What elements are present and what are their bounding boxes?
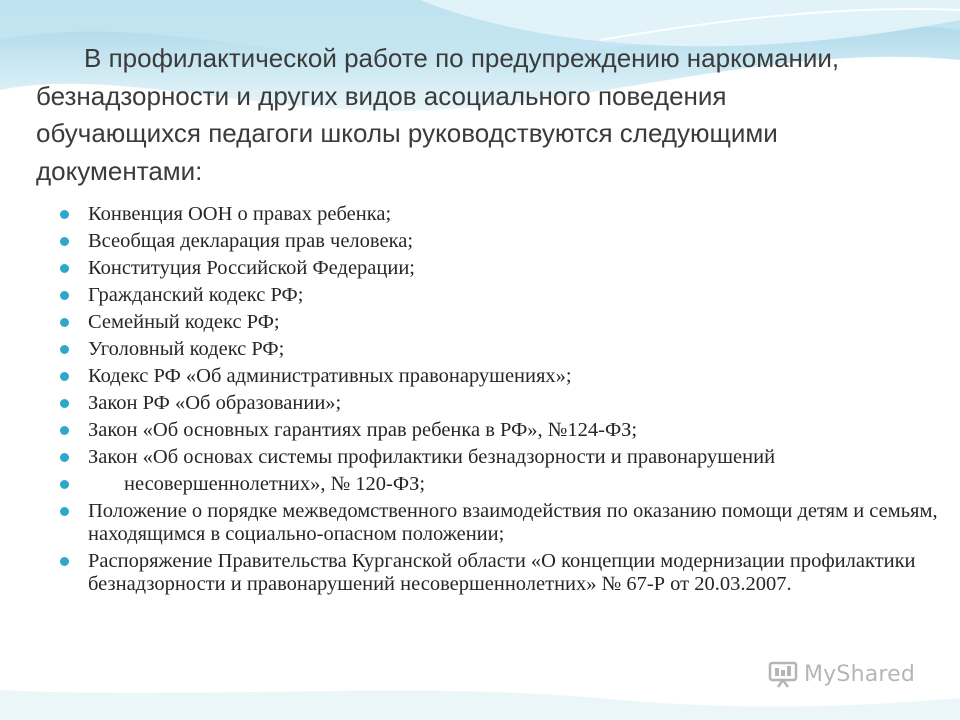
bullet-icon bbox=[60, 399, 69, 408]
bullet-icon bbox=[60, 210, 69, 219]
watermark-text: MyShared bbox=[804, 661, 916, 687]
bullet-icon bbox=[60, 237, 69, 246]
slide-title bbox=[36, 40, 951, 190]
list-item: Гражданский кодекс РФ; bbox=[60, 284, 940, 307]
bullet-icon bbox=[60, 372, 69, 381]
title-line: документами: bbox=[36, 155, 203, 186]
bullet-icon bbox=[60, 318, 69, 327]
list-item: Конституция Российской Федерации; bbox=[60, 257, 940, 280]
list-item: Распоряжение Правительства Курганской области «О концепции модернизации профилактики безнадзорности и правонарушений несовершеннолетних» № 67-Р от 20.03.2007. bbox=[60, 550, 940, 596]
list-item: несовершеннолетних», № 120-ФЗ; bbox=[60, 473, 940, 496]
title-line: безнадзорности и других видов асоциального поведения bbox=[36, 80, 727, 111]
myshared-watermark bbox=[768, 658, 938, 690]
list-item: Положение о порядке межведомственного взаимодействия по оказанию помощи детям и семьям, находящимся в социально-опасном положении; bbox=[60, 500, 940, 546]
documents-list bbox=[60, 203, 940, 600]
list-item: Всеобщая декларация прав человека; bbox=[60, 230, 940, 253]
bullet-icon bbox=[60, 480, 69, 489]
title-line: обучающихся педагоги школы руководствуются следующими bbox=[36, 118, 778, 148]
list-item: Уголовный кодекс РФ; bbox=[60, 338, 940, 361]
bullet-icon bbox=[60, 426, 69, 435]
list-item: Семейный кодекс РФ; bbox=[60, 311, 940, 334]
bullet-icon bbox=[60, 453, 69, 462]
list-item: Закон «Об основах системы профилактики безнадзорности и правонарушений bbox=[60, 446, 940, 469]
bullet-icon bbox=[60, 291, 69, 300]
list-item: Конвенция ООН о правах ребенка; bbox=[60, 203, 940, 226]
presentation-board-icon bbox=[768, 660, 798, 688]
bullet-icon bbox=[60, 557, 69, 566]
bullet-icon bbox=[60, 345, 69, 354]
list-item: Закон «Об основных гарантиях прав ребенка в РФ», №124-ФЗ; bbox=[60, 419, 940, 442]
list-item: Закон РФ «Об образовании»; bbox=[60, 392, 940, 415]
bullet-icon bbox=[60, 507, 69, 516]
title-line: В профилактической работе по предупреждению наркомании, bbox=[84, 43, 840, 73]
bullet-icon bbox=[60, 264, 69, 273]
list-item: Кодекс РФ «Об административных правонарушениях»; bbox=[60, 365, 940, 388]
